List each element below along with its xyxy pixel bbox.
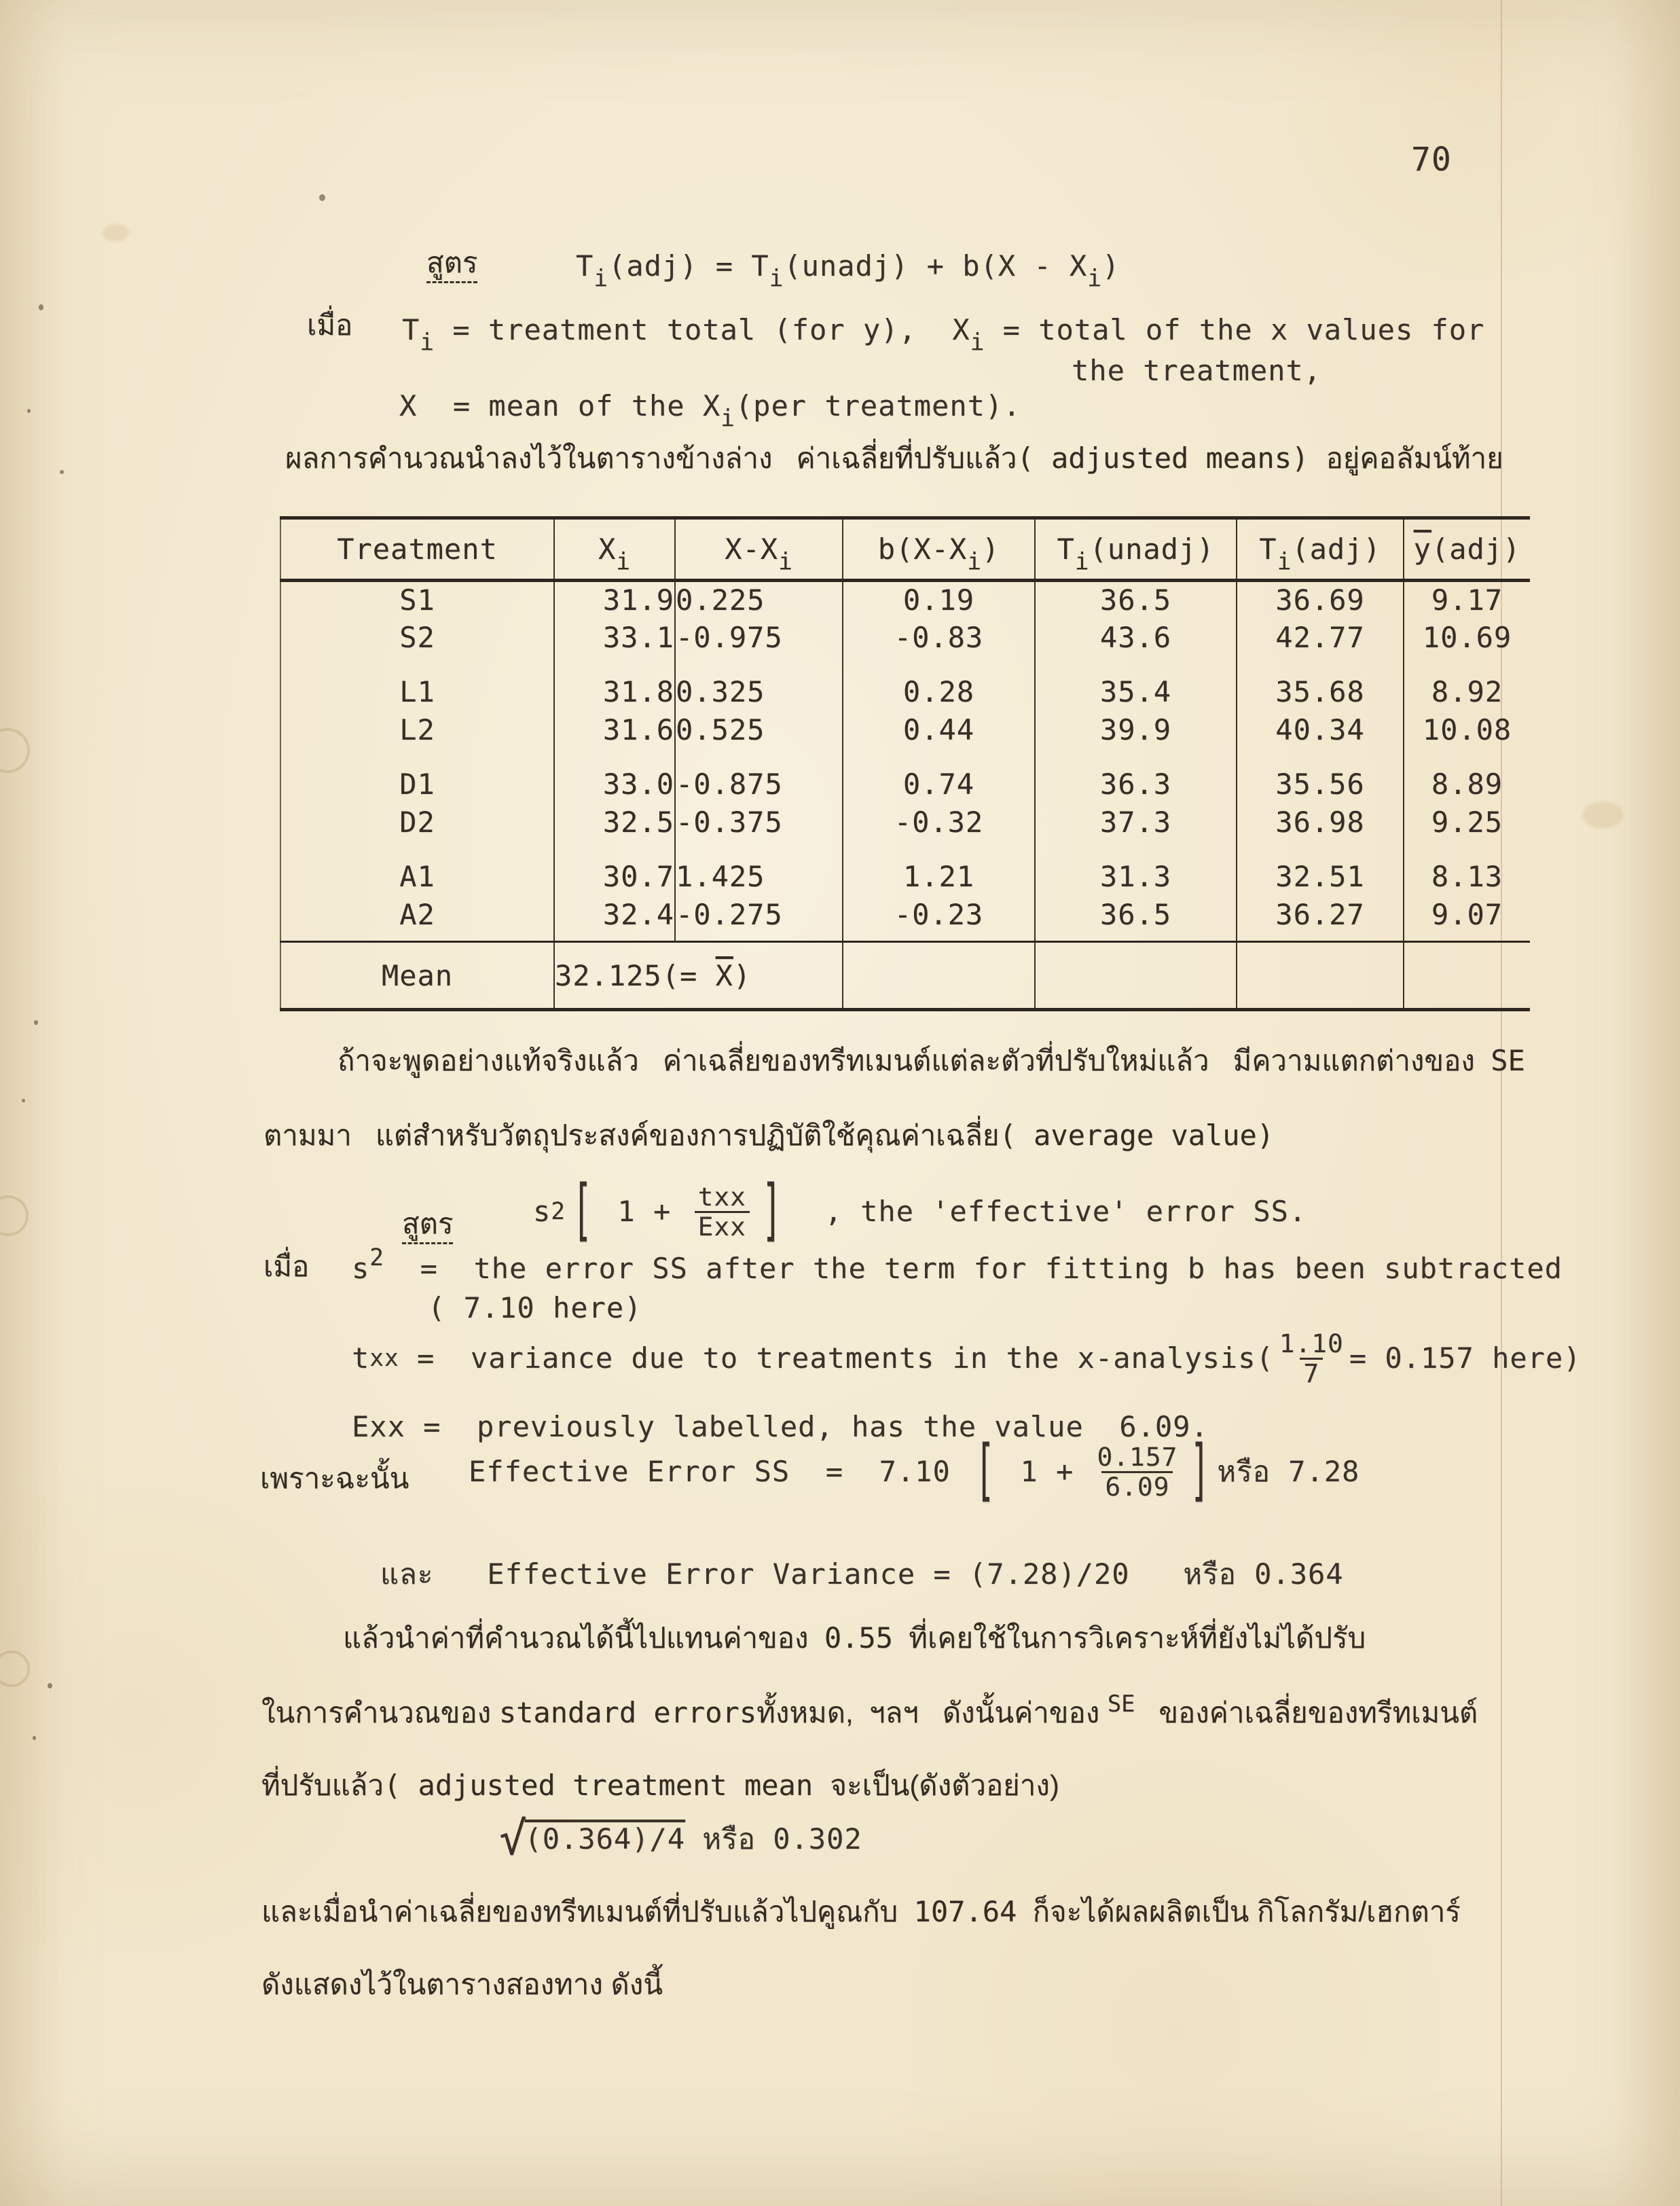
- therefore-label: [260, 1460, 409, 1498]
- bar-token: $\overline{X}$: [715, 958, 733, 992]
- paper-ring-stain: [0, 1650, 30, 1687]
- text-token: (adj) = T: [608, 249, 769, 283]
- gap-cell: [554, 842, 675, 858]
- definition-ti-cont: the treatment,: [1072, 354, 1322, 387]
- text-token: 7.28: [1270, 1454, 1360, 1488]
- cell-x-minus-xi: 1.425: [675, 858, 843, 896]
- cell-y-adj: 9.25: [1404, 803, 1530, 842]
- table-group-gap: [280, 749, 1530, 765]
- cell-ti-unadj: 36.5: [1035, 896, 1237, 934]
- table-row-a1: [280, 858, 1530, 896]
- cell-xi: 32.5: [554, 803, 675, 842]
- gap-cell: [1404, 657, 1530, 673]
- fraction: $\frac{1.10}{7}$: [1279, 1328, 1344, 1388]
- fraction: $\frac{\text{txx}}{\text{Exx}}$: [695, 1183, 750, 1241]
- formula-label: [426, 245, 477, 282]
- gap-cell: [1237, 657, 1404, 673]
- cell-y-adj: 9.17: [1404, 581, 1530, 619]
- big-token: [: [975, 1432, 996, 1510]
- sub-token: i: [1277, 548, 1292, 576]
- text-token: 1 +: [600, 1194, 689, 1228]
- gap-cell: [675, 657, 843, 673]
- cell-ti-unadj: 36.3: [1035, 765, 1237, 803]
- sub-token: i: [616, 548, 632, 576]
- empty-cell: [843, 942, 1035, 1010]
- cell-treatment: A1: [399, 860, 435, 893]
- cell-xi: 31.8: [554, 673, 675, 711]
- cell-b-x-minus-xi: 0.74: [843, 765, 1035, 803]
- cell-ti-adj: 36.27: [1237, 896, 1404, 934]
- gap-cell: [843, 842, 1035, 858]
- cell-ti-unadj: 36.5: [1035, 581, 1237, 619]
- th-token: หรือ: [1217, 1455, 1271, 1487]
- paper-ring-stain: [0, 728, 30, 773]
- gap-cell: [843, 749, 1035, 765]
- empty-cell: [1404, 942, 1530, 1010]
- text-token: ( adjusted means): [1017, 441, 1326, 475]
- column-header-ti-unadj: [1035, 518, 1237, 581]
- text-token: b(X-X: [877, 532, 968, 566]
- th-token: หรือ: [1183, 1558, 1237, 1590]
- th-token: ก็จะได้ผลผลิตเป็น กิโลกรัม/เฮกตาร์: [1017, 1896, 1461, 1928]
- cell-treatment: A2: [399, 898, 435, 931]
- sub-token: i: [769, 265, 784, 293]
- text-token: (unadj) + b(X - X: [784, 249, 1088, 283]
- cell-xi: 31.9: [554, 581, 675, 619]
- sub-token: i: [967, 548, 982, 576]
- column-header-x-minus-xi: [675, 518, 843, 581]
- column-header-ti-adj: [1237, 518, 1404, 581]
- gap-cell: [1404, 842, 1530, 858]
- cell-treatment: D1: [399, 767, 435, 801]
- cell-xi: 33.0: [554, 765, 675, 803]
- gap-cell: [1035, 842, 1237, 858]
- text-token: t: [352, 1341, 370, 1375]
- se-token: SE: [1107, 1690, 1135, 1717]
- cell-b-x-minus-xi: 1.21: [843, 858, 1035, 896]
- effective-error-variance-line: [380, 1557, 1344, 1593]
- sub-token: i: [778, 548, 793, 576]
- paper-speck: [34, 1020, 38, 1025]
- th-token: ที่ปรับแล้ว: [261, 1769, 384, 1801]
- column-header-treatment: [280, 518, 554, 581]
- text-token: 1 +: [1002, 1454, 1092, 1488]
- formula-effective-error-ss: s 2 [ 1 + $\frac{\text{txx}}{\text{Exx}}$ ] , the 'effective' error SS.: [533, 1172, 1307, 1250]
- text-token: 0.302: [773, 1822, 862, 1856]
- paragraph-line: [261, 1690, 1478, 1732]
- cell-treatment: D2: [399, 806, 435, 839]
- cell-ti-unadj: 37.3: [1035, 803, 1237, 842]
- column-header-b-x-minus-xi: [843, 518, 1035, 581]
- th-token: ของค่าเฉลี่ยของทรีทเมนต์: [1135, 1697, 1478, 1729]
- table-intro-line: [285, 440, 1569, 477]
- cell-ti-adj: 40.34: [1237, 711, 1404, 749]
- th-token: ตามมา แต่สำหรับวัตถุประสงค์ของการปฏิบัติใช้คุณค่าเฉลี่ย: [263, 1119, 1000, 1151]
- cell-x-minus-xi: 0.225: [675, 581, 843, 619]
- cell-treatment: S1: [399, 583, 435, 617]
- cell-xi: 31.6: [554, 711, 675, 749]
- paragraph-line: [261, 1767, 1059, 1805]
- cell-x-minus-xi: 0.325: [675, 673, 843, 711]
- cell-ti-adj: 35.56: [1237, 765, 1404, 803]
- cell-ti-adj: 32.51: [1237, 858, 1404, 896]
- gap-cell: [1404, 934, 1530, 942]
- cell-ti-unadj: 39.9: [1035, 711, 1237, 749]
- text-token: standard errors: [498, 1696, 757, 1729]
- text-token: = treatment total (for y), X: [435, 313, 970, 346]
- gap-cell: [554, 934, 675, 942]
- big-token: [: [572, 1172, 594, 1250]
- paper-speck: [48, 1683, 52, 1688]
- closing-line-text: ดังแสดงไว้ในตารางสองทาง ดังนี้: [261, 1968, 663, 2000]
- cell-xi: 32.4: [554, 896, 675, 934]
- text-token: = total of the x values for: [985, 313, 1485, 346]
- paper-speck: [27, 409, 31, 413]
- cell-b-x-minus-xi: 0.28: [843, 673, 1035, 711]
- column-header-xi: [554, 518, 675, 581]
- definition-xbar: [399, 388, 1021, 433]
- cell-y-adj: 8.13: [1404, 858, 1530, 896]
- gap-cell: [280, 749, 554, 765]
- text-token: ( average value): [999, 1119, 1275, 1152]
- text-token: SE: [1491, 1044, 1525, 1077]
- text-token: ): [981, 532, 1000, 566]
- paragraph-line: [261, 1966, 663, 2004]
- table-row-a2: [280, 896, 1530, 934]
- gap-cell: [1237, 934, 1404, 942]
- sub-token: i: [1087, 265, 1102, 293]
- text-token: 107.64: [913, 1895, 1017, 1928]
- big-token: ]: [761, 1172, 782, 1250]
- definition-s2-cont: ( 7.10 here): [428, 1291, 642, 1324]
- text-token: X: [598, 532, 617, 566]
- cell-treatment: L2: [399, 713, 435, 746]
- cell-ti-adj: 36.69: [1237, 581, 1404, 619]
- cell-b-x-minus-xi: 0.19: [843, 581, 1035, 619]
- text-token: 0.364: [1236, 1557, 1344, 1591]
- cell-b-x-minus-xi: -0.23: [843, 896, 1035, 934]
- when-label: [307, 307, 352, 344]
- cell-treatment: L1: [399, 675, 435, 708]
- cell-ti-unadj: 31.3: [1035, 858, 1237, 896]
- paragraph-line: [261, 1894, 1461, 1931]
- text-token: ): [733, 958, 752, 992]
- cell-y-adj: 10.08: [1404, 711, 1530, 749]
- sub-token: i: [594, 265, 609, 293]
- gap-cell: [843, 934, 1035, 942]
- paragraph-line: [263, 1117, 1274, 1155]
- table-row-l2: [280, 711, 1530, 749]
- paragraph-line: [343, 1620, 1366, 1657]
- gap-cell: [280, 657, 554, 673]
- text-token: (adj): [1292, 532, 1381, 566]
- gap-cell: [1035, 934, 1237, 942]
- cell-x-minus-xi: -0.875: [675, 765, 843, 803]
- text-token: ( adjusted treatment mean: [383, 1769, 830, 1802]
- paper-speck: [39, 304, 43, 310]
- cell-ti-unadj: 43.6: [1035, 619, 1237, 657]
- paper-smudge: [102, 224, 129, 242]
- th-token: ทั้งหมด, ฯลฯ ดังนั้นค่าของ: [756, 1697, 1108, 1729]
- table-mean-row: [280, 942, 1530, 1010]
- th-token: แล้วนำค่าที่คำนวณได้นี้ไปแทนค่าของ: [343, 1622, 824, 1654]
- text-token: (unadj): [1089, 532, 1215, 566]
- cell-x-minus-xi: 0.525: [675, 711, 843, 749]
- text-token: X-X: [725, 532, 779, 566]
- cell-y-adj: 10.69: [1404, 619, 1530, 657]
- text-token: = the error SS after the term for fitting b has been subtracted: [384, 1252, 1563, 1285]
- paper-speck: [33, 1736, 36, 1740]
- formula-label-text: สูตร: [426, 247, 477, 283]
- cell-y-adj: 8.89: [1404, 765, 1530, 803]
- text-token: ): [1101, 249, 1120, 283]
- formula-label: [402, 1206, 453, 1243]
- bar-token: $\overline{y}$: [1413, 532, 1431, 566]
- definition-s2: [352, 1244, 1563, 1287]
- table-row-l1: [280, 673, 1530, 711]
- paper-ring-stain: [0, 1195, 29, 1236]
- cell-xi: 33.1: [554, 619, 675, 657]
- cell-xi: 30.7: [554, 858, 675, 896]
- cell-ti-unadj: 35.4: [1035, 673, 1237, 711]
- paragraph-line: [337, 1043, 1525, 1080]
- gap-cell: [843, 657, 1035, 673]
- definition-txx: t xx = variance due to treatments in the x-analysis( $\frac{1.10}{7}$ = 0.157 here): [352, 1328, 1582, 1388]
- big-token: ]: [1190, 1432, 1211, 1510]
- column-header-y-adj: [1404, 518, 1530, 581]
- gap-cell: [1237, 842, 1404, 858]
- text-token: T: [576, 249, 594, 283]
- text-token: Treatment: [337, 532, 498, 566]
- th-token: หรือ: [685, 1822, 773, 1855]
- text-token: Effective Error Variance = (7.28)/20: [433, 1557, 1184, 1591]
- bar-token: (0.364)/4: [524, 1822, 686, 1856]
- definition-exx: Exx = previously labelled, has the value 6.09.: [352, 1410, 1209, 1443]
- page-number: 70: [1411, 141, 1452, 179]
- when-label-text: เมื่อ: [263, 1250, 310, 1282]
- effective-error-ss-calculation: [469, 1430, 1359, 1514]
- text-token: Effective Error SS = 7.10: [469, 1454, 969, 1488]
- mean-label: Mean: [381, 958, 454, 992]
- therefore-label-text: เพราะฉะนั้น: [260, 1462, 409, 1494]
- gap-cell: [1035, 657, 1237, 673]
- th-token: และ: [380, 1558, 434, 1590]
- right-margin-rule: [1501, 0, 1502, 2206]
- text-token: (adj): [1431, 532, 1521, 566]
- sub-token: i: [720, 405, 735, 433]
- cell-x-minus-xi: -0.275: [675, 896, 843, 934]
- cell-ti-adj: 42.77: [1237, 619, 1404, 657]
- sqrt-expression: [499, 1812, 862, 1866]
- cell-treatment: S2: [399, 621, 435, 654]
- gap-cell: [675, 749, 843, 765]
- mean-value: [554, 942, 843, 1010]
- text-token: = 0.157 here): [1349, 1341, 1582, 1375]
- cell-b-x-minus-xi: -0.83: [843, 619, 1035, 657]
- text-token: X = mean of the X: [399, 389, 721, 422]
- when-label: [263, 1248, 309, 1286]
- th-token: จะเป็น(ดังตัวอย่าง): [830, 1769, 1059, 1801]
- text-token: T: [1259, 532, 1277, 566]
- sub-token: i: [420, 329, 435, 357]
- th-token: ผลการคำนวณนำลงไว้ในตารางข้างล่าง ค่าเฉลี่ยที่ปรับแล้ว: [285, 442, 1017, 474]
- adjusted-means-table: [280, 516, 1530, 1011]
- cell-x-minus-xi: -0.375: [675, 803, 843, 842]
- gap-cell: [1035, 749, 1237, 765]
- table-row-d2: [280, 803, 1530, 842]
- th-token: ในการคำนวณของ: [261, 1697, 499, 1729]
- cell-b-x-minus-xi: 0.44: [843, 711, 1035, 749]
- cell-b-x-minus-xi: -0.32: [843, 803, 1035, 842]
- fraction: $\frac{0.157}{6.09}$: [1097, 1441, 1178, 1502]
- paper-speck: [22, 1099, 25, 1102]
- paper-speck: [60, 470, 64, 474]
- text-token: T: [1057, 532, 1075, 566]
- cell-ti-adj: 35.68: [1237, 673, 1404, 711]
- gap-cell: [280, 842, 554, 858]
- th-token: อยู่คอลัมน์ท้าย: [1326, 442, 1503, 474]
- text-token: = variance due to treatments in the x-analysis(: [399, 1341, 1274, 1375]
- cell-y-adj: 9.07: [1404, 896, 1530, 934]
- gap-cell: [1237, 749, 1404, 765]
- table-premean-rule: [280, 934, 1530, 942]
- text-token: s: [352, 1252, 370, 1285]
- gap-cell: [675, 842, 843, 858]
- formula-label-text: สูตร: [402, 1208, 453, 1244]
- sup-token: 2: [369, 1244, 385, 1272]
- th-token: ที่เคยใช้ในการวิเคราะห์ที่ยังไม่ได้ปรับ: [892, 1622, 1366, 1654]
- formula-adjusted-treatment-total: [576, 249, 1120, 293]
- table-header-row: [280, 518, 1530, 581]
- rad-token: √: [499, 1812, 528, 1866]
- text-token: T: [402, 313, 420, 346]
- table-row-d1: [280, 765, 1530, 803]
- th-token: และเมื่อนำค่าเฉลี่ยของทรีทเมนต์ที่ปรับแล้วไปคูณกับ: [261, 1896, 914, 1928]
- text-token: (per treatment).: [735, 389, 1021, 422]
- gap-cell: [554, 657, 675, 673]
- definition-ti: [402, 312, 1485, 357]
- gap-cell: [1404, 749, 1530, 765]
- gap-cell: [280, 934, 554, 942]
- text-token: , the 'effective' error SS.: [788, 1194, 1307, 1228]
- th-token: ถ้าจะพูดอย่างแท้จริงแล้ว ค่าเฉลี่ยของทรีทเมนต์แต่ละตัวที่ปรับใหม่แล้ว มีความแตกต่างของ: [337, 1045, 1491, 1077]
- when-label-text: เมื่อ: [307, 309, 353, 341]
- cell-x-minus-xi: -0.975: [675, 619, 843, 657]
- table-group-gap: [280, 657, 1530, 673]
- text-token: s: [533, 1194, 551, 1228]
- table-group-gap: [280, 842, 1530, 858]
- empty-cell: [1035, 942, 1237, 1010]
- paper-speck: [319, 194, 325, 201]
- table-row-s2: [280, 619, 1530, 657]
- empty-cell: [1237, 942, 1404, 1010]
- cell-y-adj: 8.92: [1404, 673, 1530, 711]
- text-token: 32.125(=: [555, 958, 716, 992]
- sub-token: i: [970, 329, 985, 357]
- text-token: 0.55: [824, 1621, 893, 1654]
- table-row-s1: [280, 581, 1530, 619]
- paper-smudge: [1582, 801, 1623, 829]
- gap-cell: [675, 934, 843, 942]
- cell-ti-adj: 36.98: [1237, 803, 1404, 842]
- sub-token: i: [1074, 548, 1090, 576]
- gap-cell: [554, 749, 675, 765]
